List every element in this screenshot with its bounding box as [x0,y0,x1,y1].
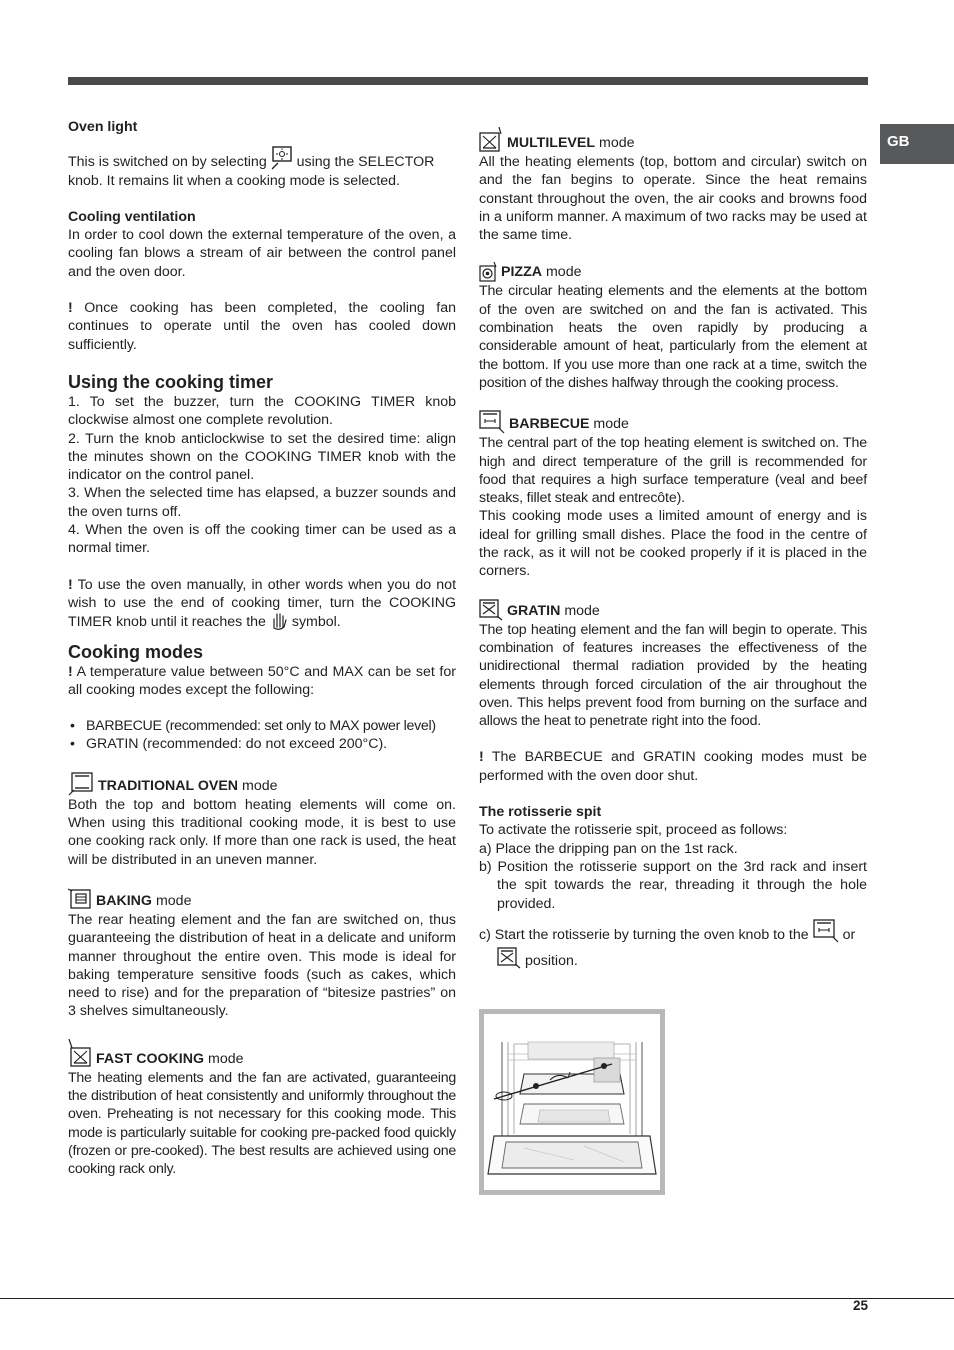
barbecue-icon [479,410,505,434]
page-number: 25 [852,1298,868,1313]
cooking-modes-title: Cooking modes [68,641,204,662]
gratin-text: The top heating element and the fan will begin to operate. This combination of features increases the effectiveness of the unidirectional thermal radiation provided by the heating elements through forced circulation of the air throughout the oven. This helps prevent food from burning on the surface and allows the heat to penetrate right into the food. [479,621,867,730]
traditional-oven-text: Both the top and bottom heating elements will come on. When using this traditional cooking mode, it is best to use one cooking rack only. If more than one rack is used, the heat will be distributed in an uneven manner. [68,796,456,868]
language-tab: GB [880,124,954,164]
cooking-modes-note: ! A temperature value between 50°C and MAX can be set for all cooking modes except the following: [68,663,456,698]
oven-light-icon [271,146,293,170]
list-item: • BARBECUE (recommended: set only to MAX power level) [68,717,456,735]
oven-light-title: Oven light [68,119,138,135]
pizza-heading: PIZZA mode [479,262,867,282]
fast-cooking-text: The heating elements and the fan are activated, guaranteeing the distribution of heat consistently and uniformly throughout the oven. Preheating is not necessary for this cooking mode. This mode is particularly suitable for cooking pre-packed food quickly (frozen or pre-cooked). The best results are achieved using one cooking rack only. [68,1069,456,1178]
rotisserie-step-c: c) Start the rotisserie by turning the oven knob to the or position. [479,919,867,973]
cooking-modes-exceptions [68,717,456,754]
timer-note: ! To use the oven manually, in other words when you do not wish to use the end of cooking timer, turn the COOKING TIMER knob until it reaches the symbol. [68,576,457,631]
barbecue-text-2: This cooking mode uses a limited amount of energy and is ideal for grilling small dishes. Place the food in the centre of the rack, as it will not be cooked properly if it is placed in the corners. [479,508,867,580]
right-column [479,127,867,973]
hand-icon [270,612,288,630]
barbecue-heading: BARBECUE mode [479,410,867,434]
left-column [68,118,456,1178]
oven-rotisserie-drawing [484,1014,660,1190]
footer-rule [0,1298,954,1299]
barbecue-text-1: The central part of the top heating element is switched on. The high and direct temperature of the grill is recommended for food that requires a high surface temperature (veal and beef steaks, fillet steak and entrecôte). [479,435,867,507]
pizza-icon [479,262,497,282]
fast-cooking-heading: FAST COOKING mode [68,1039,456,1069]
baking-text: The rear heating element and the fan are switched on, thus guaranteeing the distribution of heat in a delicate and uniform manner throughout the entire oven. This mode is ideal for baking temperature sensitive foods (such as cakes, which need to rise) and for the preparation of “bitesize pastries” on 3 shelves simultaneously. [68,911,456,1020]
header-bar [68,77,868,85]
baking-heading: BAKING mode [68,887,456,911]
cooling-text: In order to cool down the external temperature of the oven, a cooling fan blows a stream of air between the control panel and the oven door. [68,227,456,280]
barbecue-icon [813,919,839,943]
timer-step-3: 3. When the selected time has elapsed, a buzzer sounds and the oven turns off. [68,485,456,520]
multilevel-text: All the heating elements (top, bottom and circular) switch on and the fan begins to operate. Since the heat remains constant throughout the oven, the air cooks and browns food in a uniform manner. A maximum of two racks may be used at the same time. [479,154,867,244]
timer-step-2: 2. Turn the knob anticlockwise to set the desired time: align the minutes shown on the COOKING TIMER knob with the indicator on the control panel. [68,430,456,484]
rotisserie-title: The rotisserie spit [479,804,602,821]
timer-step-4: 4. When the oven is off the cooking timer can be used as a normal timer. [68,522,456,557]
rotisserie-illustration [479,1009,665,1195]
gratin-note: ! The BARBECUE and GRATIN cooking modes must be performed with the oven door shut. [479,749,867,784]
rotisserie-step-a: a) Place the dripping pan on the 1st rack. [479,840,738,857]
cooling-title: Cooling ventilation [68,208,196,225]
timer-title: Using the cooking timer [68,371,274,392]
gratin-heading: GRATIN mode [479,599,867,621]
pizza-text: The circular heating elements and the elements at the bottom of the oven are switched on and the fan is activated. This combination heats the oven rapidly by producing a considerable amount of heat, particularly from the element at the bottom. If you use more than one rack at a time, switch the position of the dishes halfway through the cooking process. [479,283,867,391]
multilevel-heading: MULTILEVEL mode [479,127,867,153]
rotisserie-step-b: b) Position the rotisserie support on the 3rd rack and insert the spit towards the rear, threading it through the hole provided. [479,858,867,912]
gratin-icon [497,947,521,969]
traditional-oven-icon [68,772,94,796]
multilevel-icon [479,127,503,153]
oven-light-text: This is switched on by selecting using the SELECTOR knob. It remains lit when a cooking mode is selected. [68,146,456,190]
cooling-note: ! Once cooking has been completed, the cooling fan continues to operate until the oven has cooled down sufficiently. [68,300,456,353]
rotisserie-intro: To activate the rotisserie spit, proceed as follows: [479,822,788,839]
list-item: • GRATIN (recommended: do not exceed 200°C). [68,735,456,753]
fast-cooking-icon [68,1039,92,1069]
traditional-oven-heading: TRADITIONAL OVEN mode [68,772,456,796]
baking-icon [68,887,92,911]
timer-step-1: 1. To set the buzzer, turn the COOKING TIMER knob clockwise almost one complete revolution. [68,393,456,429]
gratin-icon [479,599,503,621]
